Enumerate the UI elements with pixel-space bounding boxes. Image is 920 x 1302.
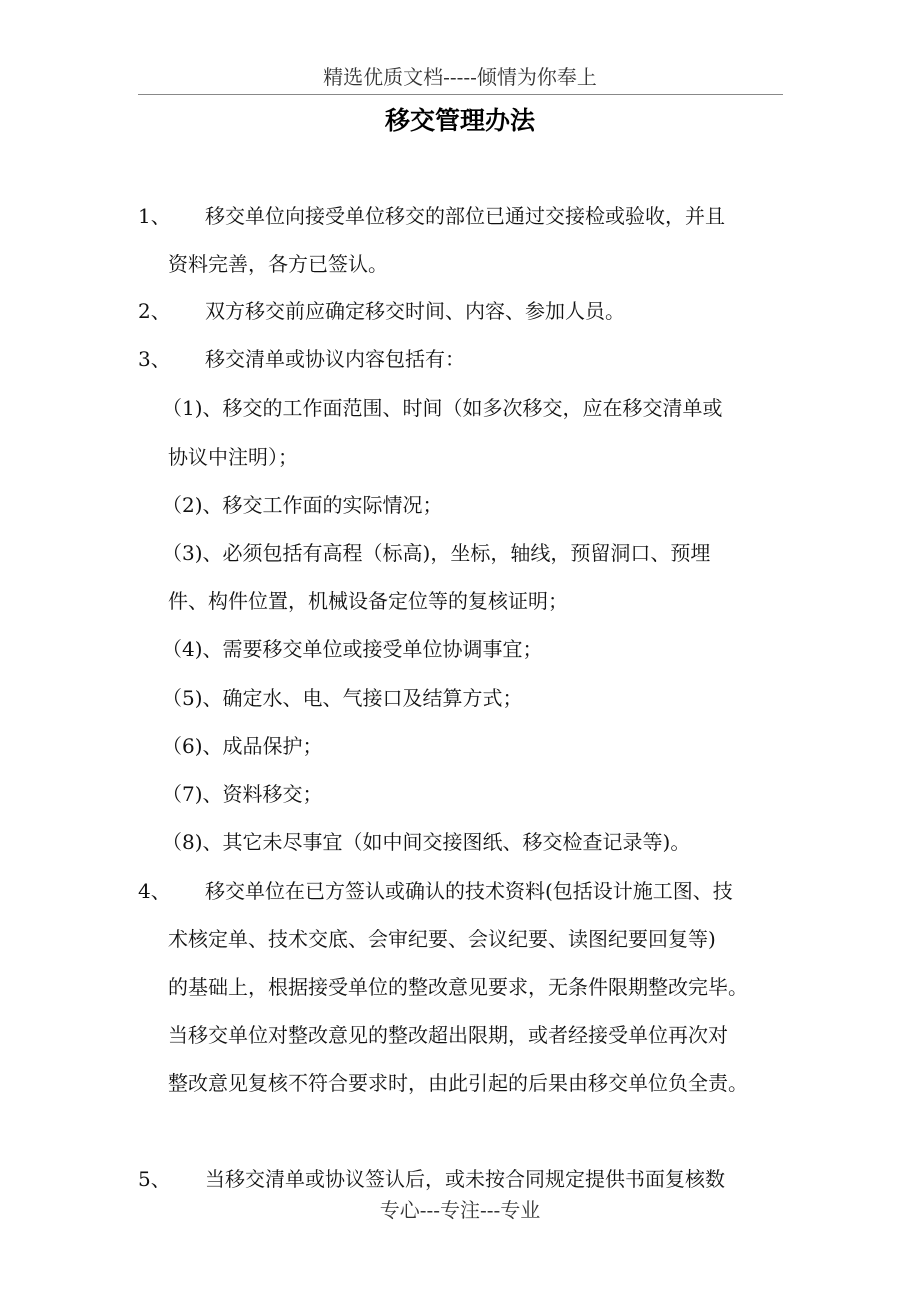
item-text-line: 双方移交前应确定移交时间、内容、参加人员。 [205, 299, 625, 323]
item-text-line: 的基础上，根据接受单位的整改意见要求，无条件限期整改完毕。 [168, 975, 748, 999]
item-text-line: 移交单位在已方签认或确认的技术资料(包括设计施工图、技 [205, 879, 733, 903]
item-number: 4、 [138, 879, 171, 903]
item-number: 2、 [138, 299, 171, 323]
sub-item-text-line: （6)、成品保护； [162, 734, 323, 758]
item-text-line: 术核定单、技术交底、会审纪要、会议纪要、读图纪要回复等) [168, 927, 716, 951]
item-text-line: 资料完善，各方已签认。 [168, 252, 388, 276]
document-title: 移交管理办法 [384, 106, 535, 135]
item-text-line: 当移交清单或协议签认后，或未按合同规定提供书面复核数 [205, 1167, 725, 1191]
sub-item-text-line: 件、构件位置，机械设备定位等的复核证明； [168, 589, 568, 613]
sub-item-text-line: （7)、资料移交； [162, 782, 323, 806]
sub-item-text-line: 协议中注明）； [168, 445, 298, 469]
sub-item-text-line: （8)、其它未尽事宜（如中间交接图纸、移交检查记录等)。 [162, 830, 691, 854]
item-text-line: 移交单位向接受单位移交的部位已通过交接检或验收，并且 [205, 204, 725, 228]
page-footer: 专心---专注---专业 [379, 1198, 541, 1222]
item-number: 3、 [138, 347, 171, 371]
sub-item-text-line: （5)、确定水、电、气接口及结算方式； [162, 686, 523, 710]
item-text-line: 整改意见复核不符合要求时，由此引起的后果由移交单位负全责。 [168, 1071, 748, 1095]
item-text-line: 当移交单位对整改意见的整改超出限期，或者经接受单位再次对 [168, 1023, 728, 1047]
sub-item-text-line: （3)、必须包括有高程（标高)，坐标，轴线，预留洞口、预埋 [162, 541, 711, 565]
header-divider [138, 94, 783, 95]
item-number: 1、 [138, 204, 171, 228]
sub-item-text-line: （1)、移交的工作面范围、时间（如多次移交，应在移交清单或 [162, 396, 723, 420]
header-text: 精选优质文档-----倾情为你奉上 [323, 65, 597, 89]
sub-item-text-line: （2)、移交工作面的实际情况； [162, 493, 443, 517]
item-text-line: 移交清单或协议内容包括有： [205, 347, 465, 371]
item-number: 5、 [138, 1167, 171, 1191]
sub-item-text-line: （4)、需要移交单位或接受单位协调事宜； [162, 637, 543, 661]
